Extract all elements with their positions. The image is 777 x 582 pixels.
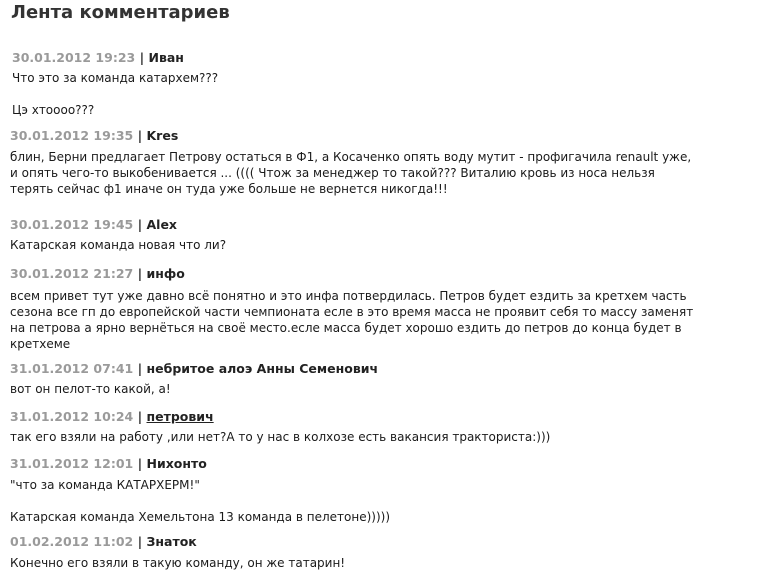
comment-text: так его взяли на работу ,или нет?А то у нас в колхозе есть вакансия тракториста:))): [10, 430, 551, 444]
comment-text-line: блин, Берни предлагает Петрову остаться в Ф1, а Косаченко опять воду мутит - профигачила renault уже,: [10, 150, 692, 164]
comment-text: Цэ хтоооо???: [12, 103, 95, 117]
comment-item: [10, 534, 765, 570]
comment-date: 01.02.2012 11:02: [10, 534, 134, 549]
comment-date: 30.01.2012 21:27: [10, 266, 134, 281]
comment-author: Знаток: [146, 534, 197, 549]
comment-author: Нихонто: [146, 456, 207, 471]
comment-item: [10, 128, 765, 196]
comment-item: [10, 217, 765, 252]
comment-text-line: кретхеме: [10, 337, 71, 351]
comment-header: [10, 217, 765, 232]
separator: |: [133, 456, 147, 471]
comment-text: вот он пелот-то какой, а!: [10, 382, 171, 396]
comment-text: Катарская команда новая что ли?: [10, 238, 227, 252]
separator: |: [133, 266, 147, 281]
comment-header: [10, 456, 765, 471]
comment-text: "что за команда КАТАРХЕРМ!": [10, 478, 200, 492]
separator: |: [133, 409, 147, 424]
comment-text-line: терять сейчас ф1 иначе он туда уже больше не вернется никогда!!!: [10, 182, 448, 196]
comment-author: Kres: [146, 128, 179, 143]
page-title: Лента комментариев: [11, 2, 230, 23]
comment-header: [10, 361, 765, 376]
comment-text-line: всем привет тут уже давно всё понятно и это инфа потвердилась. Петров будет ездить за кретхем часть: [10, 289, 687, 303]
comment-text-line: сезона все гп до европейской части чемпионата есле в это время масса не проявит себя то массу заменят: [10, 305, 694, 319]
comment-item: [10, 361, 765, 396]
comment-date: 31.01.2012 10:24: [10, 409, 134, 424]
comment-date: 31.01.2012 12:01: [10, 456, 134, 471]
comment-text-line: на петрова а ярно вернёться на своё место.есле масса будет хорошо ездить до петров до конца будет в: [10, 321, 682, 335]
comment-author: небритое алоэ Анны Семенович: [146, 361, 379, 376]
comment-item: [10, 266, 765, 351]
comment-author-link[interactable]: петрович: [146, 409, 214, 424]
comment-text: Катарская команда Хемельтона 13 команда в пелетоне))))): [10, 510, 391, 524]
separator: |: [133, 128, 147, 143]
separator: |: [133, 534, 147, 549]
separator: |: [135, 50, 149, 65]
comment-text: Что это за команда катархем???: [12, 71, 219, 85]
comment-author: Иван: [148, 50, 184, 65]
comment-header: [10, 266, 765, 281]
separator: |: [133, 361, 147, 376]
comment-item: [10, 50, 765, 117]
comment-header: [10, 409, 765, 424]
separator: |: [133, 217, 147, 232]
comment-header: [10, 534, 765, 549]
comment-date: 30.01.2012 19:23: [12, 50, 136, 65]
comment-item: [10, 409, 765, 444]
comment-date: 31.01.2012 07:41: [10, 361, 134, 376]
comment-item: [10, 456, 765, 524]
comment-header: [10, 128, 765, 143]
comment-date: 30.01.2012 19:45: [10, 217, 134, 232]
comment-header: [10, 50, 765, 65]
comment-text-line: и опять чего-то выкобенивается ... (((( Чтож за менеджер то такой??? Виталию кровь из носа нельзя: [10, 166, 655, 180]
comment-author: инфо: [146, 266, 185, 281]
comment-date: 30.01.2012 19:35: [10, 128, 134, 143]
comment-author: Alex: [146, 217, 177, 232]
comment-text: Конечно его взяли в такую команду, он же татарин!: [10, 556, 346, 570]
